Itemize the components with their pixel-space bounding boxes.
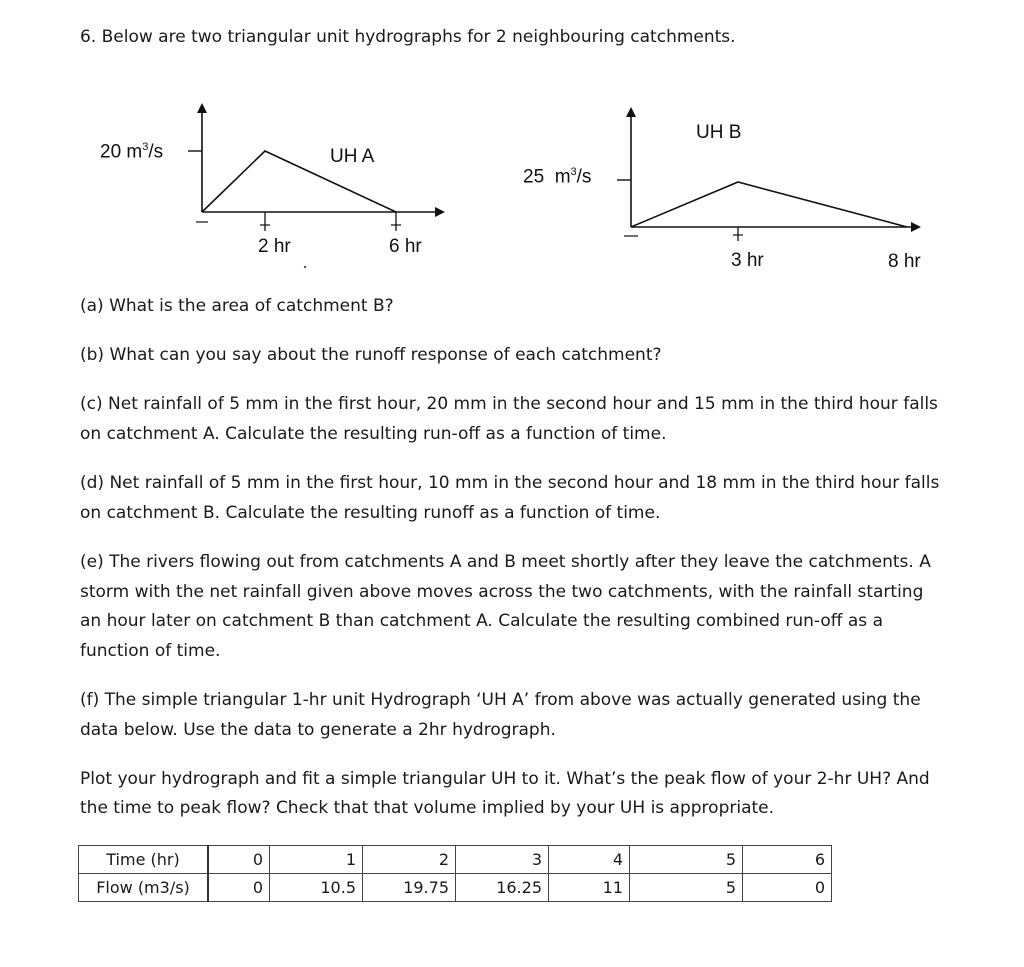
table-cell: 11 xyxy=(549,874,630,902)
table-cell: 0 xyxy=(208,846,270,874)
uh-b-triangle xyxy=(631,182,907,227)
question-f-line-1: (f) The simple triangular 1-hr unit Hydrograph ‘UH A’ from above was actually generated using the xyxy=(80,690,921,710)
question-d-line-2: on catchment B. Calculate the resulting runoff as a function of time. xyxy=(80,503,661,523)
time-row-label: Time (hr) xyxy=(79,846,209,874)
question-intro: 6. Below are two triangular unit hydrographs for 2 neighbouring catchments. xyxy=(80,27,736,47)
table-cell: 19.75 xyxy=(363,874,456,902)
table-cell: 0 xyxy=(208,874,270,902)
question-d-line-1: (d) Net rainfall of 5 mm in the first hour, 10 mm in the second hour and 18 mm in the third hour falls xyxy=(80,473,940,493)
uh-a-2hr-label: 2 hr xyxy=(258,236,291,257)
question-f-line-2: data below. Use the data to generate a 2hr hydrograph. xyxy=(80,720,556,740)
question-e-line-1: (e) The rivers flowing out from catchments A and B meet shortly after they leave the catchments. A xyxy=(80,552,931,572)
table-cell: 10.5 xyxy=(270,874,363,902)
plot-instruction-line-2: the time to peak flow? Check that that volume implied by your UH is appropriate. xyxy=(80,798,775,818)
uh-b-title: UH B xyxy=(696,122,742,143)
hydrograph-data-table xyxy=(78,845,832,902)
table-cell: 16.25 xyxy=(456,874,549,902)
flow-row-label: Flow (m3/s) xyxy=(79,874,209,902)
question-c-line-1: (c) Net rainfall of 5 mm in the first hour, 20 mm in the second hour and 15 mm in the third hour falls xyxy=(80,394,938,414)
table-cell: 5 xyxy=(630,846,743,874)
table-cell: 6 xyxy=(743,846,832,874)
uh-b-chart xyxy=(617,112,916,241)
table-cell: 2 xyxy=(363,846,456,874)
uh-b-3hr-label: 3 hr xyxy=(731,250,764,271)
question-b: (b) What can you say about the runoff response of each catchment? xyxy=(80,345,662,365)
plot-instruction-line-1: Plot your hydrograph and fit a simple triangular UH to it. What’s the peak flow of your 2-hr UH? And xyxy=(80,769,930,789)
uh-a-stray-dot xyxy=(304,266,306,268)
question-a: (a) What is the area of catchment B? xyxy=(80,296,394,316)
question-e-line-3: an hour later on catchment B than catchment A. Calculate the resulting combined run-off as a xyxy=(80,611,883,631)
uh-a-title: UH A xyxy=(330,146,375,167)
table-row xyxy=(79,874,832,902)
uh-a-peak-label: 20 $m^3/s$ xyxy=(100,141,164,163)
table-row xyxy=(79,846,832,874)
table-cell: 4 xyxy=(549,846,630,874)
table-cell: 5 xyxy=(630,874,743,902)
table-cell: 1 xyxy=(270,846,363,874)
question-e-line-4: function of time. xyxy=(80,641,221,661)
table-cell: 0 xyxy=(743,874,832,902)
uh-b-8hr-label: 8 hr xyxy=(888,251,921,272)
uh-a-6hr-label: 6 hr xyxy=(389,236,422,257)
question-c-line-2: on catchment A. Calculate the resulting run-off as a function of time. xyxy=(80,424,667,444)
question-e-line-2: storm with the net rainfall given above moves across the two catchments, with the rainfall starting xyxy=(80,582,924,602)
table-cell: 3 xyxy=(456,846,549,874)
uh-b-peak-label: 25 $m^3/s$ xyxy=(523,166,592,188)
